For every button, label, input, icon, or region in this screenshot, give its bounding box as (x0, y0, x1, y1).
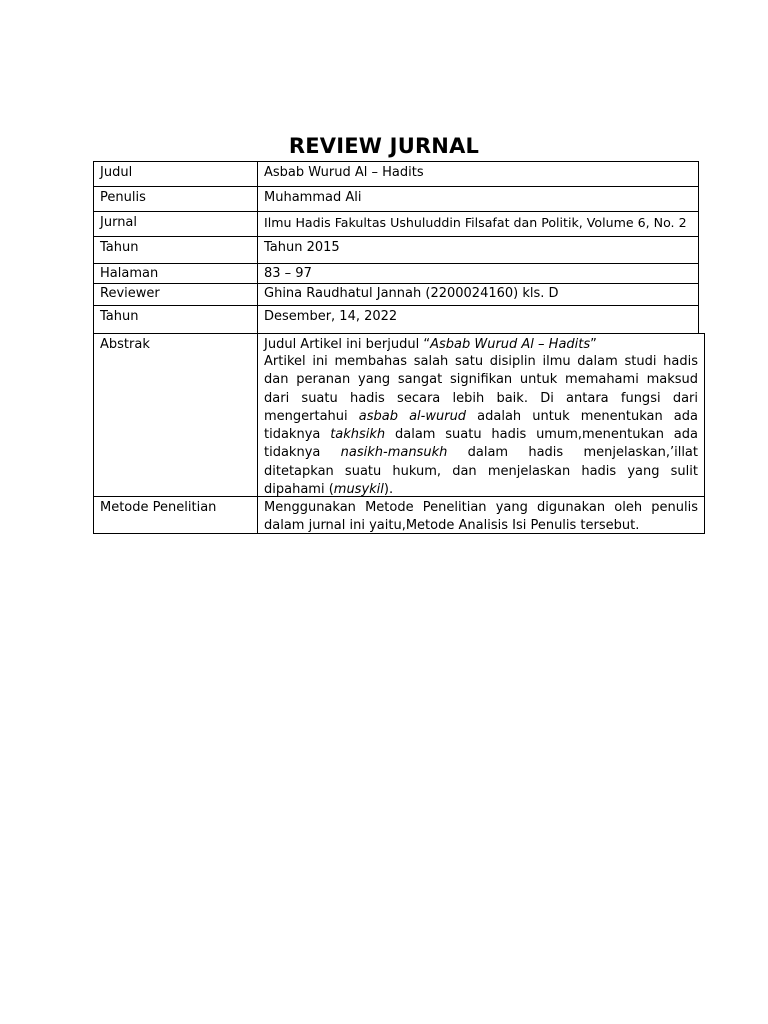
term-nasikh-mansukh: nasikh-mansukh (340, 445, 448, 461)
table-border (257, 333, 258, 533)
abstrak-text: Artikel ini membahas salah satu disiplin ilmu dalam studi hadis dan peranan yang sangat signifikan untuk memahami maksud dari suatu hadis secara lebih baik. Di antara fungsi dari mengertahui asbab al-wurud adalah untuk menentukan ada tidaknya takhsikh dalam suatu hadis umum,menentukan ada tidaknya nasikh-mansukh dalam hadis menjelaskan,’illat ditetapkan suatu hukum, dan menjelaskan hadis yang sulit dipahami (musykil). (264, 354, 698, 498)
term-takhsikh: takhsikh (330, 427, 386, 443)
table-border (93, 161, 699, 162)
row-label-halaman: Halaman (100, 266, 159, 281)
table-border (93, 211, 699, 212)
row-value-tahun: Tahun 2015 (264, 240, 340, 255)
abstrak-article-title: Asbab Wurud Al – Hadits (430, 337, 591, 352)
page-title: REVIEW JURNAL (288, 134, 480, 158)
row-value-reviewer: Ghina Raudhatul Jannah (2200024160) kls. D (264, 286, 559, 301)
metode-value: Menggunakan Metode Penelitian yang digunakan oleh penulis dalam jurnal ini yaitu,Metode Analisis Isi Penulis tersebut. (264, 500, 698, 534)
row-value-halaman: 83 – 97 (264, 266, 312, 281)
table-border (93, 236, 699, 237)
table-border (93, 186, 699, 187)
table-border (257, 161, 258, 333)
row-label-penulis: Penulis (100, 190, 146, 205)
abstrak-title-line: Judul Artikel ini berjudul “Asbab Wurud Al – Hadits” (264, 337, 597, 352)
table-border (93, 333, 705, 334)
table-border (93, 263, 699, 264)
metode-label: Metode Penelitian (100, 500, 217, 515)
row-label-tahun-review: Tahun (100, 309, 139, 324)
row-value-jurnal: Ilmu Hadis Fakultas Ushuluddin Filsafat dan Politik, Volume 6, No. 2 (264, 215, 687, 230)
abstrak-label: Abstrak (100, 337, 150, 352)
term-asbab-al-wurud: asbab al-wurud (358, 408, 467, 424)
row-value-tahun-review: Desember, 14, 2022 (264, 309, 398, 324)
table-border (93, 283, 699, 284)
table-border (93, 305, 699, 306)
term-musykil: musykil (333, 482, 384, 498)
row-label-tahun: Tahun (100, 240, 139, 255)
table-border (704, 333, 705, 533)
table-border (93, 161, 94, 333)
row-label-judul: Judul (100, 165, 133, 180)
row-value-judul: Asbab Wurud Al – Hadits (264, 165, 424, 180)
row-value-penulis: Muhammad Ali (264, 190, 362, 205)
table-border (93, 333, 94, 533)
table-border (698, 161, 699, 333)
row-label-jurnal: Jurnal (100, 215, 138, 230)
row-label-reviewer: Reviewer (100, 286, 160, 301)
